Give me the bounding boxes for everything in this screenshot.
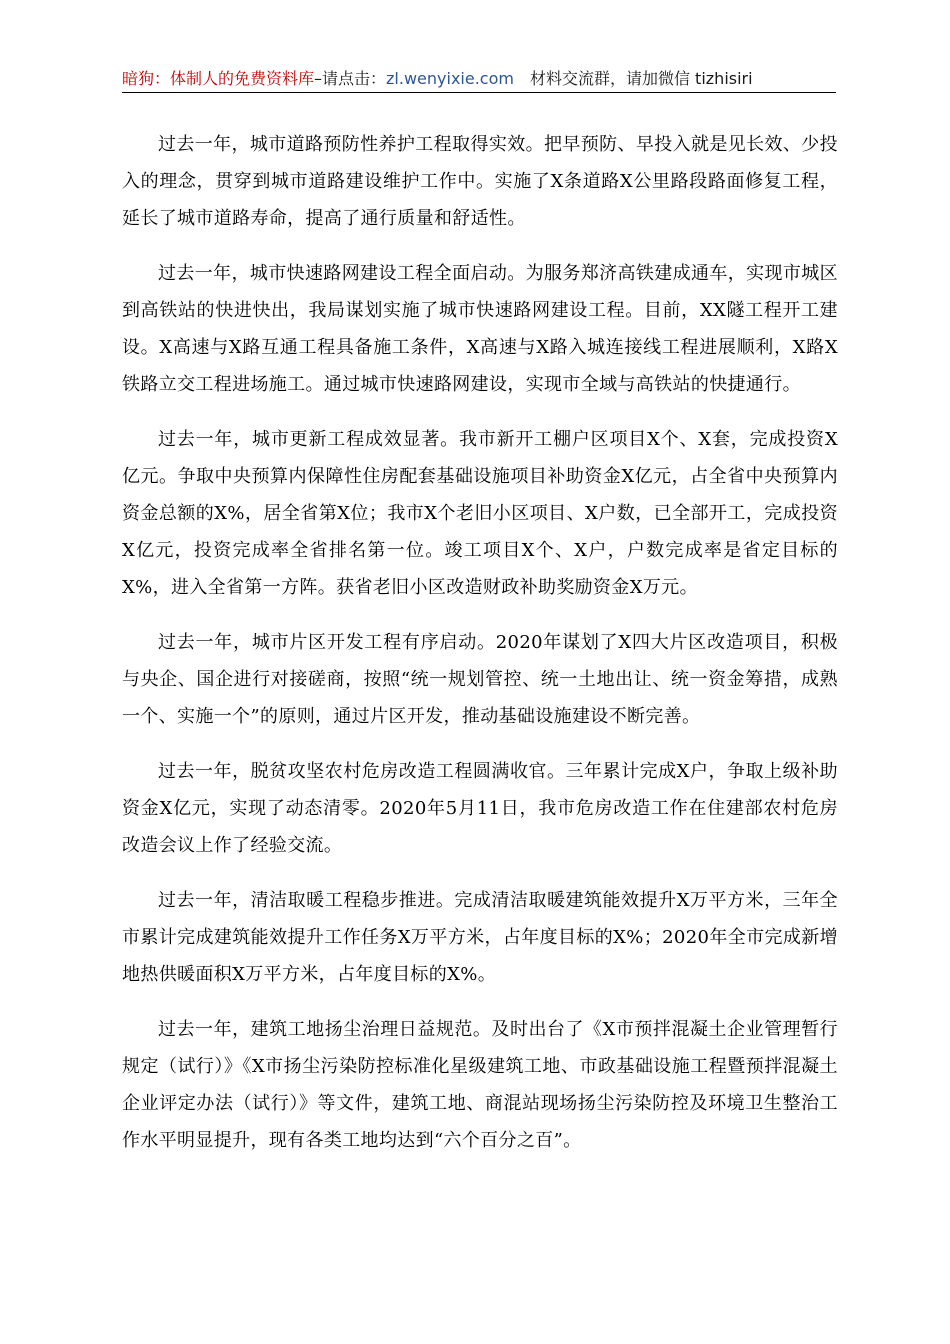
- paragraph-district-development: 过去一年，城市片区开发工程有序启动。2020年谋划了X四大片区改造项目，积极与央企、国企进行对接磋商，按照“统一规划管控、统一土地出让、统一资金筹措，成熟一个、实施一个”的原则，通过片区开发，推动基础设施建设不断完善。: [122, 632, 838, 727]
- paragraph-road-maintenance: 过去一年，城市道路预防性养护工程取得实效。把早预防、早投入就是见长效、少投入的理念，贯穿到城市道路建设维护工作中。实施了X条道路X公里路段路面修复工程，延长了城市道路寿命，提高了通行质量和舒适性。: [122, 134, 838, 229]
- header-link[interactable]: zl.wenyixie.com: [386, 69, 514, 88]
- paragraph-dust-control: 过去一年，建筑工地扬尘治理日益规范。及时出台了《X市预拌混凝土企业管理暂行规定（试行）》《X市扬尘污染防控标准化星级建筑工地、市政基础设施工程暨预拌混凝土企业评定办法（试行）》等文件，建筑工地、商混站现场扬尘污染防控及环境卫生整治工作水平明显提升，现有各类工地均达到“六个百分之百”。: [122, 1019, 838, 1151]
- paragraph-clean-heating: 过去一年，清洁取暖工程稳步推进。完成清洁取暖建筑能效提升X万平方米，三年全市累计完成建筑能效提升工作任务X万平方米，占年度目标的X%；2020年全市完成新增地热供暖面积X万平方米，占年度目标的X%。: [122, 890, 838, 985]
- header-prompt: –请点击：: [314, 69, 387, 88]
- page-header: [122, 66, 836, 93]
- paragraph-rural-housing: 过去一年，脱贫攻坚农村危房改造工程圆满收官。三年累计完成X户，争取上级补助资金X亿元，实现了动态清零。2020年5月11日，我市危房改造工作在住建部农村危房改造会议上作了经验交流。: [122, 761, 838, 856]
- header-contact: 材料交流群，请加微信 tizhisiri: [529, 69, 753, 88]
- header-brand: 暗狗：体制人的免费资料库: [122, 69, 315, 88]
- paragraph-urban-renewal: 过去一年，城市更新工程成效显著。我市新开工棚户区项目X个、X套，完成投资X亿元。争取中央预算内保障性住房配套基础设施项目补助资金X亿元，占全省中央预算内资金总额的X%，居全省第X位；我市X个老旧小区项目、X户数，已全部开工，完成投资X亿元，投资完成率全省排名第一位。竣工项目X个、X户，户数完成率是省定目标的X%，进入全省第一方阵。获省老旧小区改造财政补助奖励资金X万元。: [122, 429, 838, 598]
- document-body: [122, 126, 838, 1177]
- paragraph-expressway: 过去一年，城市快速路网建设工程全面启动。为服务郑济高铁建成通车，实现市城区到高铁站的快进快出，我局谋划实施了城市快速路网建设工程。目前，XX隧工程开工建设。X高速与X路互通工程具备施工条件，X高速与X路入城连接线工程进展顺利，X路X铁路立交工程进场施工。通过城市快速路网建设，实现市全域与高铁站的快捷通行。: [122, 263, 838, 395]
